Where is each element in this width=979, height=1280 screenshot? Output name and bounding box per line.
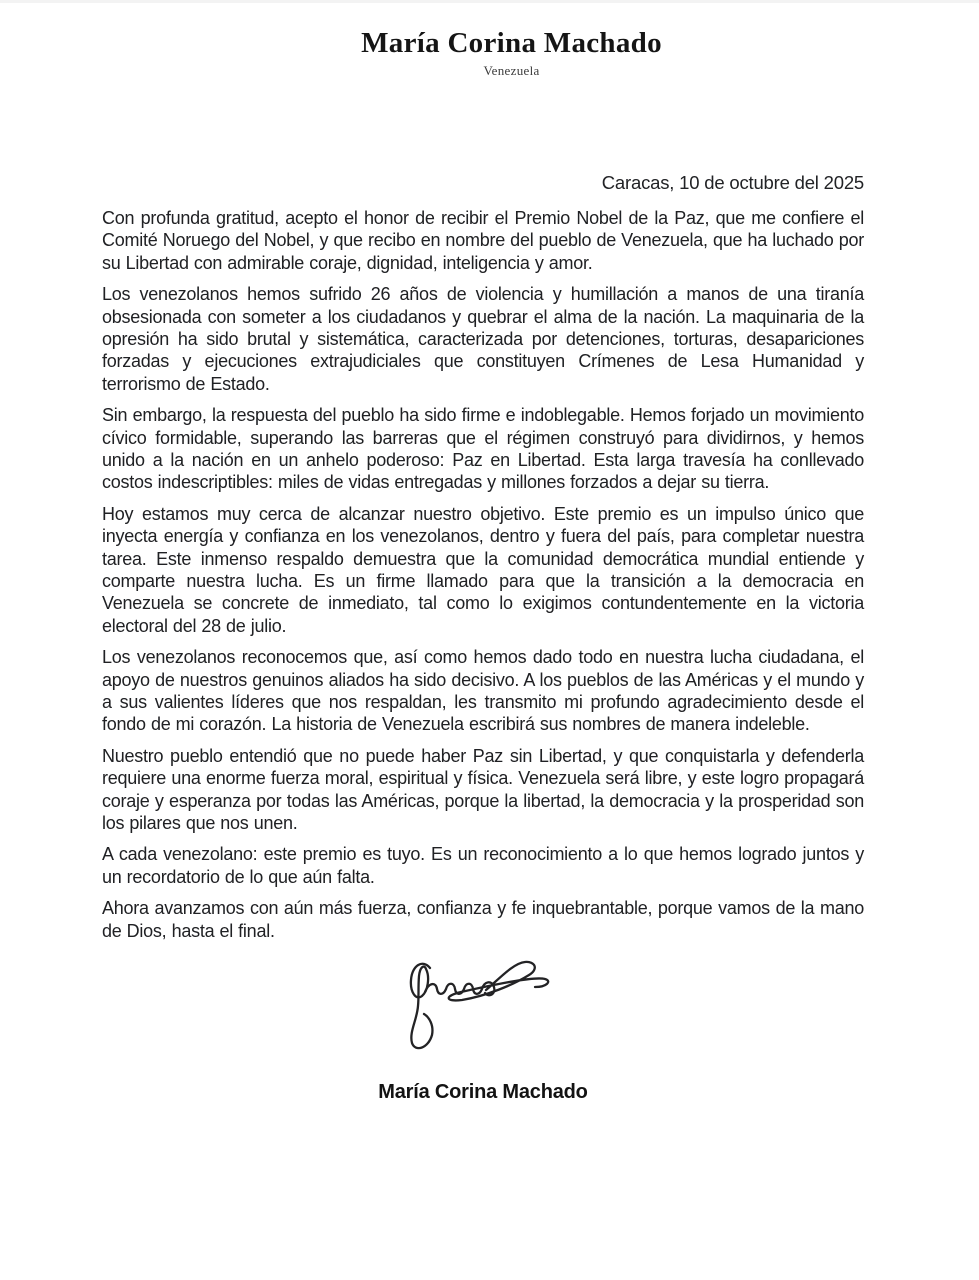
handwritten-signature-image <box>392 956 560 1056</box>
date-line: Caracas, 10 de octubre del 2025 <box>601 171 864 193</box>
letter-paragraph: Sin embargo, la respuesta del pueblo ha sido firme e indoblegable. Hemos forjado un movimiento cívico formidable, superando las barreras que el régimen construyó para dividirnos, y hemos unido a la nación en un anhelo poderoso: Paz en Libertad. Esta larga travesía ha conllevado costos indescriptibles: miles de vidas entregadas y millones forzados a dejar su tierra. <box>102 405 864 493</box>
letter-content <box>102 172 864 1104</box>
signature-block <box>102 956 864 1104</box>
letter-paragraph: Hoy estamos muy cerca de alcanzar nuestro objetivo. Este premio es un impulso único que inyecta energía y confianza en los venezolanos, dentro y fuera del país, para completar nuestra tarea. Este inmenso respaldo demuestra que la comunidad democrática mundial entiende y comparte nuestra lucha. Es un firme llamado para que la transición a la democracia en Venezuela se concrete de inmediato, tal como lo exigimos contundentemente en la victoria electoral del 28 de julio. <box>102 503 864 636</box>
letterhead-name: María Corina Machado <box>361 27 662 59</box>
letter-paragraph: A cada venezolano: este premio es tuyo. Es un reconocimiento a lo que hemos logrado juntos y un recordatorio de lo que aún falta. <box>102 844 864 887</box>
letter-paragraph: Con profunda gratitud, acepto el honor de recibir el Premio Nobel de la Paz, que me confiere el Comité Noruego del Nobel, y que recibo en nombre del pueblo de Venezuela, que ha luchado por su Libertad con admirable coraje, dignidad, inteligencia y amor. <box>102 207 864 273</box>
letter-paragraph: Los venezolanos reconocemos que, así como hemos dado todo en nuestra lucha ciudadana, el apoyo de nuestros genuinos aliados ha sido decisivo. A los pueblos de las Américas y el mundo y a sus valientes líderes que nos respaldan, les transmito mi profundo agradecimiento desde el fondo de mi corazón. La historia de Venezuela escribirá sus nombres de manera indeleble. <box>102 647 864 735</box>
letter-body <box>102 207 864 942</box>
letter-paragraph: Los venezolanos hemos sufrido 26 años de violencia y humillación a manos de una tiranía obsesionada con someter a los ciudadanos y quebrar el alma de la nación. La maquinaria de la opresión ha sido brutal y sistemática, caracterizada por detenciones, torturas, desapariciones forzadas y ejecuciones extrajudiciales que constituyen Crímenes de Lesa Humanidad y terrorismo de Estado. <box>102 284 864 394</box>
letter-paragraph: Nuestro pueblo entendió que no puede haber Paz sin Libertad, y que conquistarla y defenderla requiere una enorme fuerza moral, espiritual y física. Venezuela será libre, y este logro propagará coraje y esperanza por todas las Américas, porque la libertad, la democracia y la prosperidad son los pilares que nos unen. <box>102 745 864 834</box>
letterhead-subtitle: Venezuela <box>483 62 540 78</box>
signer-name: María Corina Machado <box>378 1081 588 1104</box>
letterhead <box>22 3 979 79</box>
letter-paragraph: Ahora avanzamos con aún más fuerza, confianza y fe inquebrantable, porque vamos de la mano de Dios, hasta el final. <box>102 898 864 941</box>
